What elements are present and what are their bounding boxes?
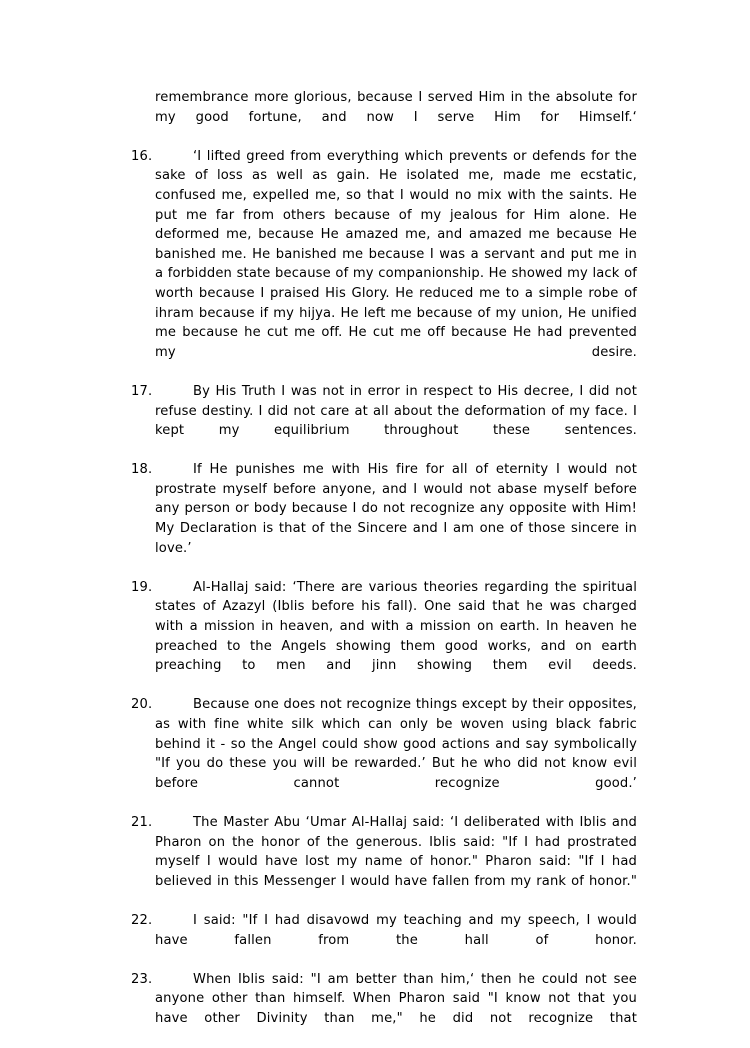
- item-number: 19.: [131, 579, 153, 595]
- numbered-item: [131, 695, 637, 813]
- item-body: Al-Hallaj said: ‘There are various theories regarding the spiritual states of Azazyl (Iblis before his fall). One said that he was charged with a mission in heaven, and with a mission on earth. In heaven he preached to the Angels showing them good works, and on earth preaching to men and jinn showing them evil deeds.: [155, 579, 637, 674]
- item-number: 20.: [131, 697, 153, 713]
- item-number: 17.: [131, 383, 153, 399]
- item-body: The Master Abu ‘Umar Al-Hallaj said: ‘I deliberated with Iblis and Pharon on the honor of the generous. Iblis said: "If I had prostrated myself I would have lost my name of honor." Pharon said: "If I had believed in this Messenger I would have fallen from my rank of honor.": [155, 814, 637, 889]
- numbered-item: [131, 147, 637, 382]
- numbered-item: [131, 578, 637, 696]
- document-text-block: [131, 88, 637, 1048]
- item-body: ‘I lifted greed from everything which prevents or defends for the sake of loss as well as gain. He isolated me, made me ecstatic, confused me, expelled me, so that I would no mix with the saints. He put me far from others because of my jealous for Him alone. He deformed me, because He amazed me, and amazed me because He banished me. He banished me because I was a servant and put me in a forbidden state because of my companionship. He showed my lack of worth because I praised His Glory. He reduced me to a simple robe of ihram because if my hijya. He left me because of my union, He unified me because he cut me off. He cut me off because He had prevented my desire.: [155, 148, 637, 360]
- item-body: I said: "If I had disavowd my teaching and my speech, I would have fallen from the hall of honor.: [155, 912, 637, 948]
- numbered-item: [131, 813, 637, 911]
- item-number: 22.: [131, 912, 153, 928]
- item-body: When Iblis said: "I am better than him,‘ then he could not see anyone other than himself. When Pharon said "I know not that you have other Divinity than me," he did not recognize that: [155, 971, 637, 1026]
- item-number: 18.: [131, 462, 153, 478]
- item-number: 23.: [131, 971, 153, 987]
- item-body: Because one does not recognize things except by their opposites, as with fine white silk which can only be woven using black fabric behind it - so the Angel could show good actions and say symbolically "If you do these you will be rewarded.’ But he who did not know evil before cannot recognize good.’: [155, 697, 637, 791]
- item-body: By His Truth I was not in error in respect to His decree, I did not refuse destiny. I did not care at all about the deformation of my face. I kept my equilibrium throughout these sentences.: [155, 383, 637, 439]
- item-number: 16.: [131, 148, 153, 164]
- numbered-item: [131, 460, 637, 578]
- carryover-paragraph: remembrance more glorious, because I served Him in the absolute for my good fortune, and now I serve Him for Himself.‘: [155, 90, 637, 125]
- numbered-item: [131, 382, 637, 460]
- item-body: If He punishes me with His fire for all of eternity I would not prostrate myself before anyone, and I would not abase myself before any person or body because I do not recognize any opposite with Him! My Declaration is that of the Sincere and I am one of those sincere in love.’: [155, 462, 637, 556]
- numbered-item: [131, 970, 637, 1048]
- item-number: 21.: [131, 814, 153, 830]
- numbered-item: [131, 911, 637, 970]
